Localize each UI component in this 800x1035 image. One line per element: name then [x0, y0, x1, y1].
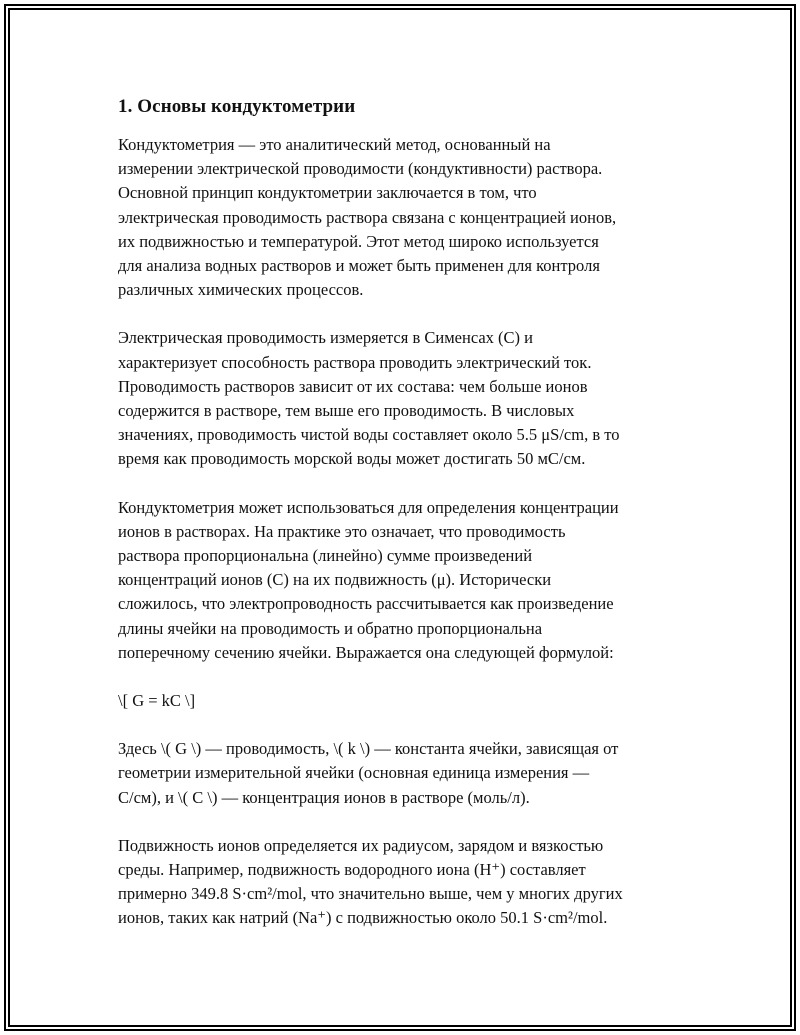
paragraph-concentration: Кондуктометрия может использоваться для определения концентрации ионов в растворах. На практике это означает, что проводимость раствора пропорциональна (линейно) сумме произведений концентраций ионов (C) на их подвижность (μ). Исторически сложилось, что электропроводность рассчитывается как произведение длины ячейки на проводимость и обратно пропорциональна поперечному сечению ячейки. Выражается она следующей формулой:	[118, 497, 619, 662]
section-heading: 1. Основы кондуктометрии	[118, 96, 356, 117]
document-body	[118, 93, 688, 955]
paragraph-ion-mobility: Подвижность ионов определяется их радиусом, зарядом и вязкостью среды. Например, подвижность водородного иона (H⁺) составляет примерно 349.8 S·cm²/mol, что значительно выше, чем у многих других ионов, таких как натрий (Na⁺) с подвижностью около 50.1 S·cm²/mol.	[118, 835, 623, 928]
paragraph-formula-explanation: Здесь \( G \) — проводимость, \( k \) — константа ячейки, зависящая от геометрии измерительной ячейки (основная единица измерения — С/см), и \( C \) — концентрация ионов в растворе (моль/л).	[118, 739, 619, 807]
paragraph-conductivity-units: Электрическая проводимость измеряется в Сименсах (С) и характеризует способность раствора проводить электрический ток. Проводимость растворов зависит от их состава: чем больше ионов содержится в растворе, тем выше его проводимость. В числовых значениях, проводимость чистой воды составляет около 5.5 μS/cm, в то время как проводимость морской воды может достигать 50 мС/см.	[118, 328, 620, 469]
formula: \[ G = kC \]	[118, 691, 196, 711]
paragraph-intro: Кондуктометрия — это аналитический метод, основанный на измерении электрической проводимости (кондуктивности) раствора. Основной принцип кондуктометрии заключается в том, что электрическая проводимость раствора связана с концентрацией ионов, их подвижностью и температурой. Этот метод широко используется для анализа водных растворов и может быть применен для контроля различных химических процессов.	[118, 135, 617, 300]
